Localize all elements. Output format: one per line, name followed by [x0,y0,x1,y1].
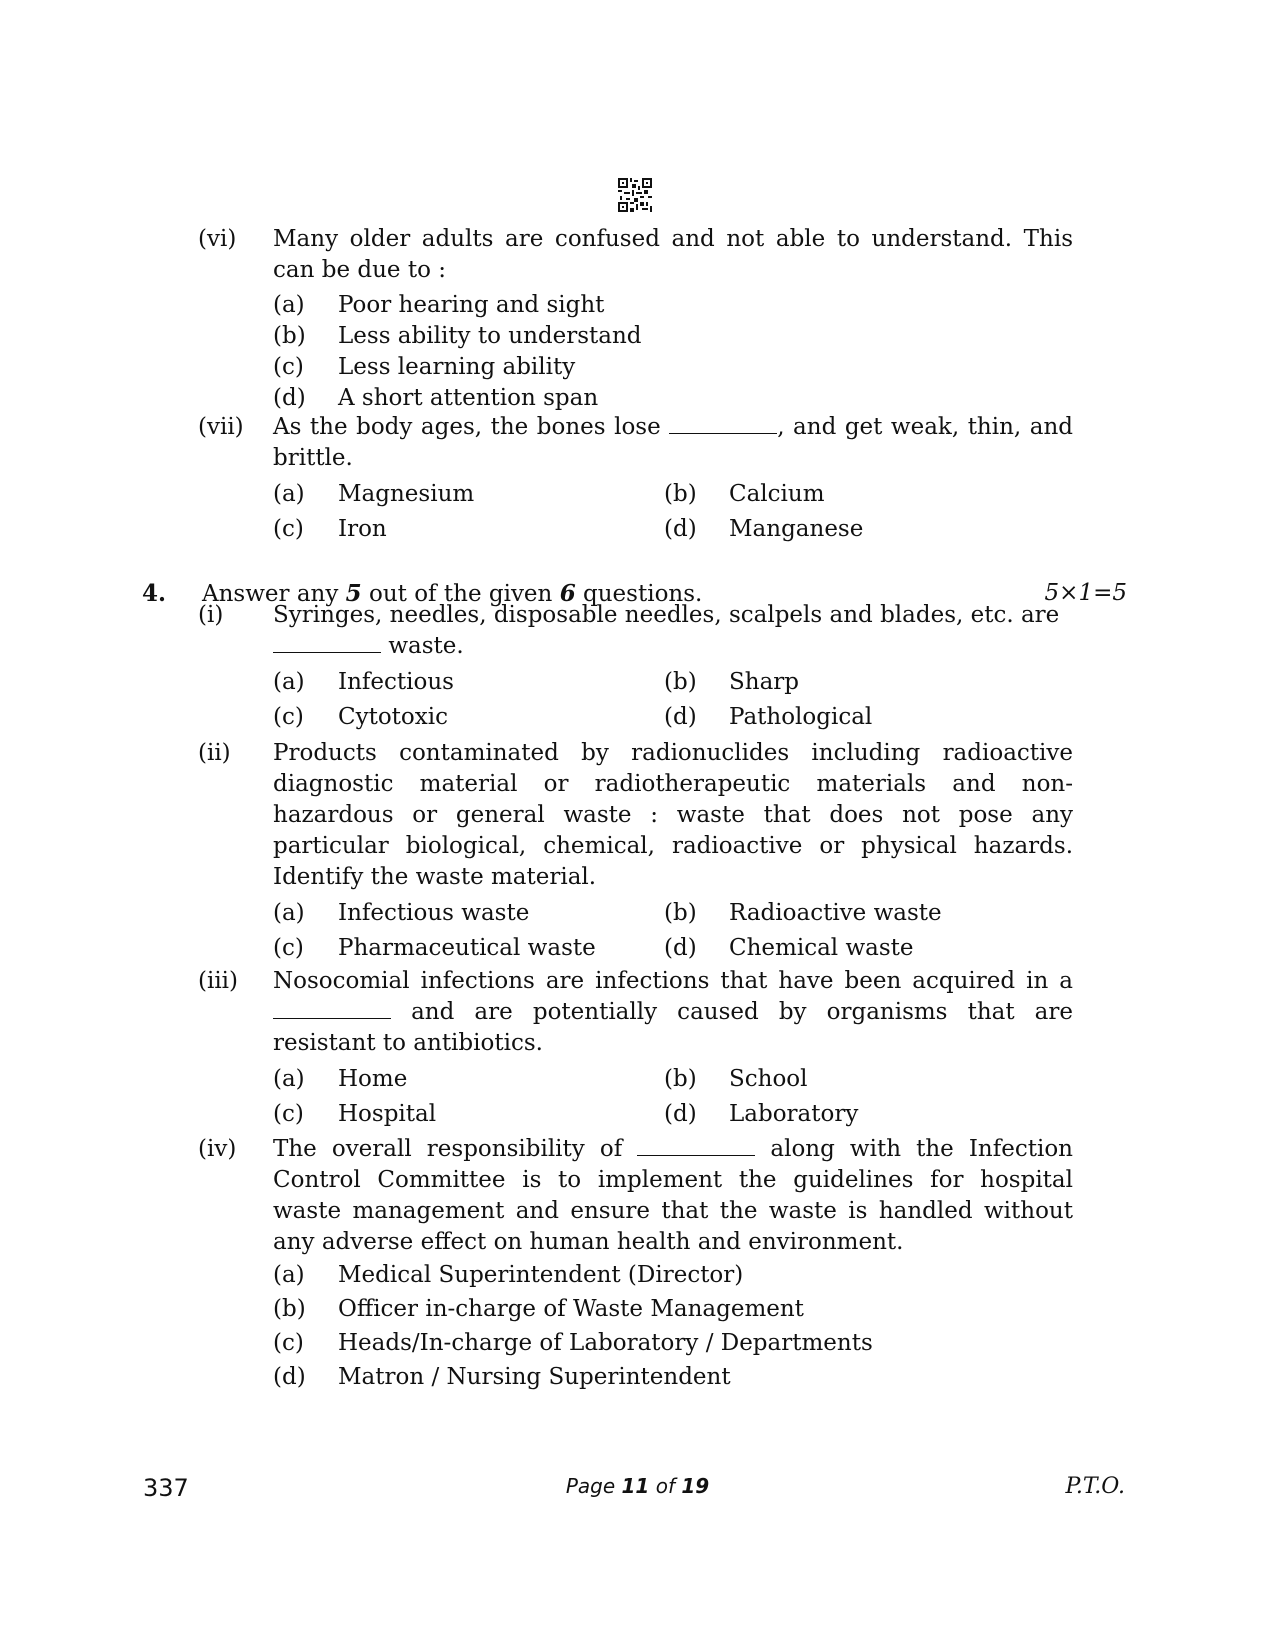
question-vii [198,412,1078,549]
option-c [273,1328,1078,1362]
answer-blank [273,632,381,653]
option-letter: (d) [273,385,306,411]
question-number: (ii) [198,740,231,766]
option-text: Pharmaceutical waste [338,935,596,961]
option-text: Cytotoxic [338,704,448,730]
option-letter: (d) [273,1364,306,1390]
option-text: Medical Superintendent (Director) [338,1262,744,1288]
question-number: (vi) [198,226,237,252]
question-vi [198,224,1078,414]
question-number: (i) [198,602,224,628]
instruction-total: 6 [559,580,576,607]
option-letter: (c) [273,516,304,542]
options-grid [273,479,1078,549]
option-letter: (b) [664,669,697,695]
option-letter: (a) [273,1066,305,1092]
pto-label: P.T.O. [1065,1474,1125,1499]
option-letter: (a) [273,669,305,695]
question-stem [273,1134,1073,1258]
stem-text: Nosocomial infections are infections that have been acquired in a [273,968,1073,994]
option-letter: (b) [664,900,697,926]
option-d [273,383,1078,414]
answer-blank [637,1135,755,1156]
qr-code-icon [618,178,652,212]
option-text: Heads/In-charge of Laboratory / Departments [338,1330,873,1356]
option-text: Calcium [729,481,825,507]
option-letter: (c) [273,1101,304,1127]
stem-text: As the body ages, the bones lose [273,414,661,440]
question-4-iii [198,966,1078,1134]
options-grid [273,667,1078,737]
option-letter: (a) [273,900,305,926]
option-text: Laboratory [729,1101,859,1127]
page-current: 11 [621,1474,650,1498]
page-of: of [655,1474,675,1498]
option-c [273,352,1078,383]
option-text: Pathological [729,704,873,730]
option-text: Poor hearing and sight [338,292,605,318]
answer-blank [669,413,777,434]
instruction-text: questions. [583,581,703,607]
question-stem: Many older adults are confused and not able to understand. This can be due to : [273,226,1073,283]
answer-blank [273,998,391,1019]
option-letter: (a) [273,292,305,318]
option-letter: (c) [273,354,304,380]
option-text: Home [338,1066,408,1092]
option-letter: (c) [273,935,304,961]
option-letter: (b) [273,1296,306,1322]
stem-text: waste. [388,633,464,659]
option-text: Iron [338,516,387,542]
option-letter: (c) [273,704,304,730]
option-text: Radioactive waste [729,900,942,926]
question-stem [273,966,1073,1059]
question-stem [273,412,1073,474]
option-letter: (b) [664,1066,697,1092]
option-text: Sharp [729,669,799,695]
options-grid [273,1064,1078,1134]
option-text: School [729,1066,808,1092]
instruction-text: out of the given [369,581,553,607]
options-list [273,290,1078,414]
option-letter: (d) [664,516,697,542]
option-a [273,1260,1078,1294]
page-total: 19 [681,1474,710,1498]
option-text: Chemical waste [729,935,914,961]
option-letter: (d) [664,704,697,730]
option-text: Manganese [729,516,864,542]
option-text: Magnesium [338,481,475,507]
options-list [273,1260,1078,1396]
stem-text: and are potentially caused by organisms that are resistant to antibiotics. [273,999,1073,1056]
option-letter: (a) [273,481,305,507]
option-letter: (a) [273,1262,305,1288]
stem-text: Syringes, needles, disposable needles, scalpels and blades, etc. are [273,602,1060,628]
option-text: Infectious waste [338,900,530,926]
option-a [273,290,1078,321]
options-grid [273,898,1078,968]
section-marks: 5×1=5 [1044,580,1127,606]
stem-text: along with the Infection Control Committee is to implement the guidelines for hospital waste management and ensure that the waste is handled without any adverse effect on human health and environment. [273,1136,1073,1255]
option-text: A short attention span [338,385,599,411]
option-letter: (d) [664,935,697,961]
paper-code: 337 [143,1474,189,1502]
option-text: Officer in-charge of Waste Management [338,1296,804,1322]
option-d [273,1362,1078,1396]
option-letter: (b) [273,323,306,349]
option-text: Less learning ability [338,354,576,380]
option-letter: (b) [664,481,697,507]
page-label: Page [565,1474,616,1498]
instruction-text: Answer any [202,581,339,607]
question-4-i [198,600,1078,737]
section-number: 4. [142,580,167,607]
option-b [273,1294,1078,1328]
question-stem [273,600,1073,662]
option-letter: (d) [664,1101,697,1127]
option-text: Matron / Nursing Superintendent [338,1364,731,1390]
question-4-iv [198,1134,1078,1396]
instruction-count: 5 [345,580,362,607]
option-text: Hospital [338,1101,437,1127]
stem-text: The overall responsibility of [273,1136,623,1162]
option-text: Less ability to understand [338,323,642,349]
question-stem: Products contaminated by radionuclides including radioactive diagnostic material or radiotherapeutic materials and non-hazardous or general waste : waste that does not pose any particular biological, chemical, radioactive or physical hazards. Identify the waste material. [273,740,1073,890]
option-text: Infectious [338,669,454,695]
question-number: (vii) [198,414,244,440]
question-number: (iii) [198,968,239,994]
stem-text: , and get weak, thin, and brittle. [273,414,1073,471]
option-letter: (c) [273,1330,304,1356]
question-number: (iv) [198,1136,237,1162]
question-4-ii [198,738,1078,968]
option-b [273,321,1078,352]
